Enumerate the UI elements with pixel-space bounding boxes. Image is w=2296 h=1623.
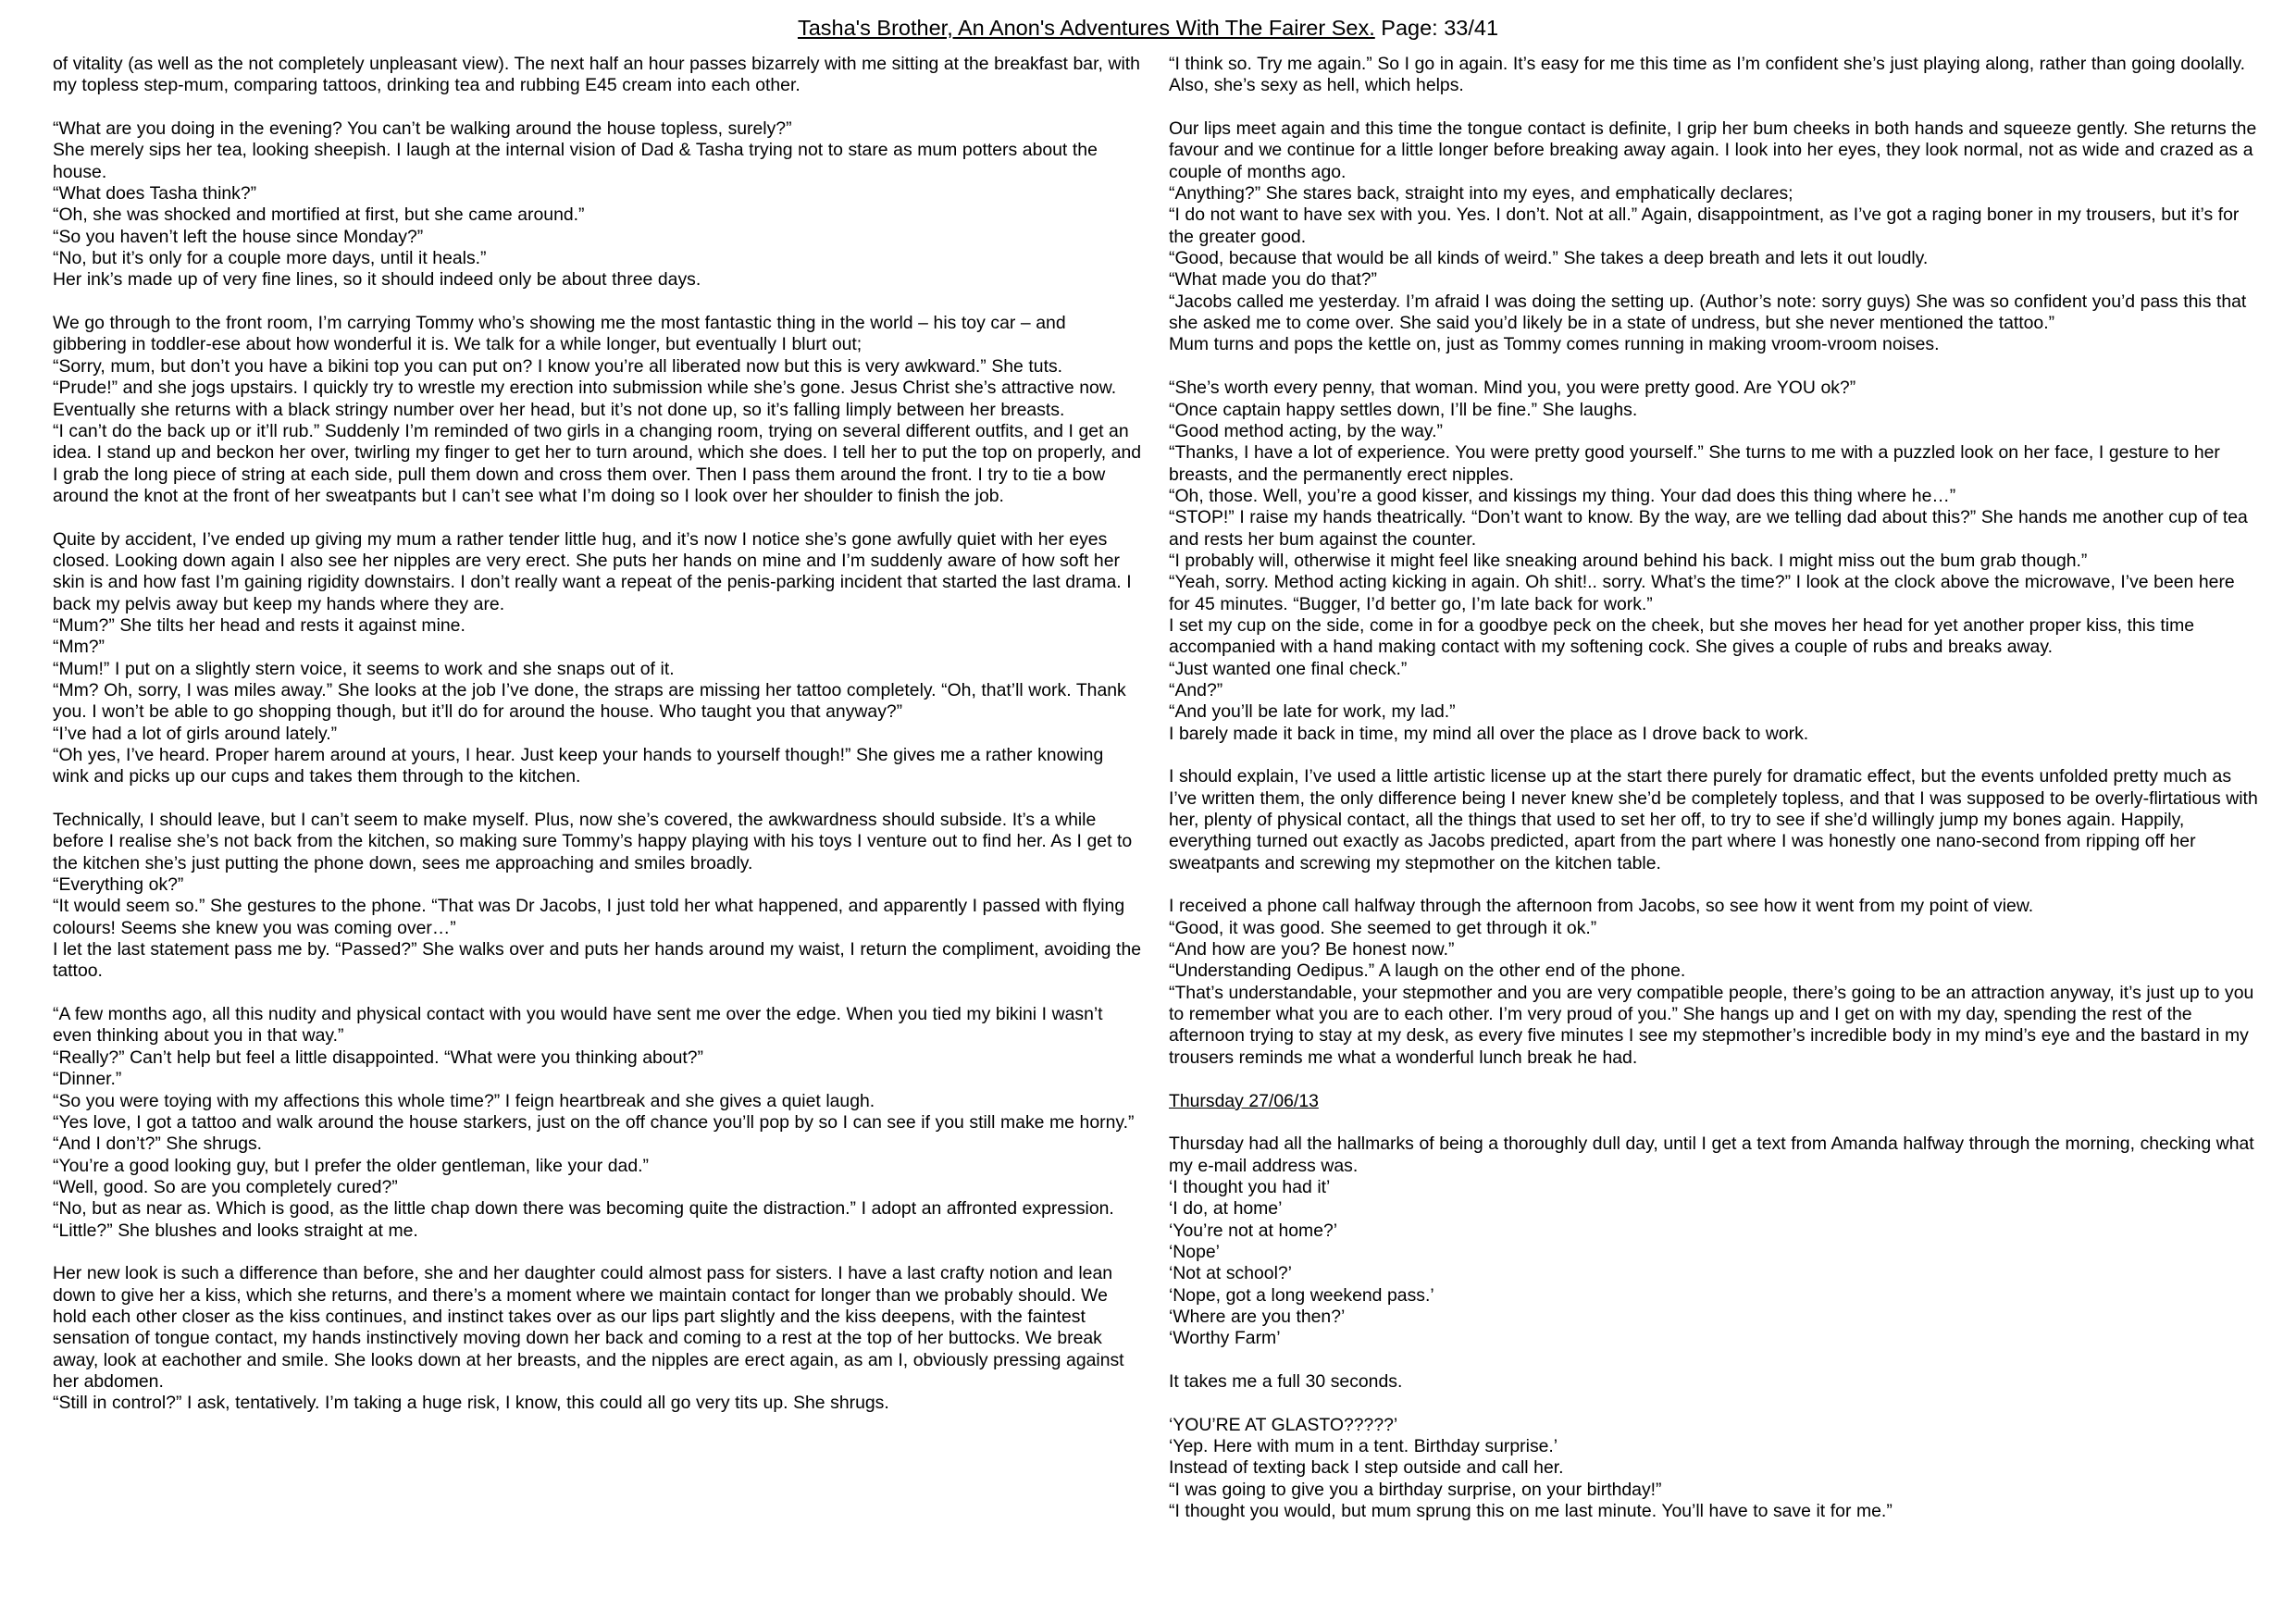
paragraph: “Good method acting, by the way.” [1169, 420, 1443, 441]
paragraph: “You’re a good looking guy, but I prefer the older gentleman, like your dad.” [53, 1155, 649, 1176]
section-heading: Thursday 27/06/13 [1169, 1090, 1319, 1111]
paragraph: “Really?” Can’t help but feel a little disappointed. “What were you thinking about?” [53, 1047, 704, 1068]
paragraph: “No, but as near as. Which is good, as the little chap down there was becoming quite the distraction.” I adopt an affronted expression. [53, 1198, 1114, 1220]
paragraph: “And?” [1169, 679, 1223, 700]
paragraph: “She’s worth every penny, that woman. Mind you, you were pretty good. Are YOU ok?” [1169, 378, 1856, 399]
blank-line-spacer [1169, 745, 2259, 766]
paragraph: I should explain, I’ve used a little artistic license up at the start there purely for dramatic effect, but the events unfolded pretty much as I’ve written them, the only difference being I never knew she’d be completely topless, and that I was supposed to be overly-flirtatious with her, plenty of physical contact, all the things that used to set her off, to try to see if she’d willingly jump my bones again. Happily, everything turned out exactly as Jacobs predicted, apart from the part where I was honestly one nano-second from ripping off her sweatpants and screwing my stepmother on the kitchen table. [1169, 766, 2258, 873]
paragraph: “What made you do that?” [1169, 269, 1377, 291]
blank-line-spacer [53, 291, 1143, 313]
blank-line-spacer [53, 97, 1143, 118]
paragraph: “Mum!” I put on a slightly stern voice, it seems to work and she snaps out of it. [53, 658, 675, 679]
blank-line-spacer [1169, 1112, 2259, 1134]
paragraph: “Still in control?” I ask, tentatively. I’m taking a huge risk, I know, this could all go very tits up. She shrugs. [53, 1393, 889, 1414]
blank-line-spacer [1169, 874, 2259, 896]
paragraph: “And how are you? Be honest now.” [1169, 939, 1455, 960]
paragraph: “Yeah, sorry. Method acting kicking in again. Oh shit!.. sorry. What’s the time?” I look at the clock above the microwave, I’ve been here for 45 minutes. “Bugger, I’d better go, I’m late back for work.” [1169, 572, 2235, 614]
paragraph: “No, but it’s only for a couple more days, until it heals.” [53, 248, 487, 269]
paragraph: Instead of texting back I step outside and call her. [1169, 1457, 1564, 1479]
paragraph: “Good, because that would be all kinds of weird.” She takes a deep breath and lets it out loudly. [1169, 248, 1929, 269]
paragraph: “Good, it was good. She seemed to get through it ok.” [1169, 917, 1597, 938]
paragraph: ‘Not at school?’ [1169, 1263, 1292, 1284]
paragraph: “Little?” She blushes and looks straight at me. [53, 1220, 418, 1241]
paragraph: “Oh, those. Well, you’re a good kisser, and kissings my thing. Your dad does this thing where he…” [1169, 485, 1956, 506]
paragraph: “What does Tasha think?” [53, 183, 257, 204]
paragraph: “Mm? Oh, sorry, I was miles away.” She looks at the job I’ve done, the straps are missing her tattoo completely. “Oh, that’ll work. Thank you. I won’t be able to go shopping though, but it’ll do for around the house. Who taught you that anyway?” [53, 679, 1126, 723]
paragraph: “Dinner.” [53, 1069, 122, 1090]
paragraph: “I think so. Try me again.” So I go in again. It’s easy for me this time as I’m confident she’s just playing along, rather than going doolally. Also, she’s sexy as hell, which helps. [1169, 54, 2245, 96]
paragraph: “And I don’t?” She shrugs. [53, 1134, 263, 1155]
paragraph: We go through to the front room, I’m carrying Tommy who’s showing me the most fantastic thing in the world – his toy car – and gibbering in toddler-ese about how wonderful it is. We talk for a while longer, but eventually I blurt out; [53, 313, 1066, 355]
text-columns [0, 41, 2296, 1522]
paragraph: Quite by accident, I’ve ended up giving my mum a rather tender little hug, and it’s now I notice she’s gone awfully quiet with her eyes closed. Looking down again I also see her nipples are very erect. She puts her hands on mine and I’m suddenly aware of how soft her skin is and how fast I’m gaining rigidity downstairs. I don’t really want a repeat of the penis-parking incident that started the last drama. I back my pelvis away but keep my hands where they are. [53, 528, 1132, 614]
blank-line-spacer [53, 788, 1143, 810]
blank-line-spacer [53, 507, 1143, 528]
page-number-label: Page: 33/41 [1374, 16, 1499, 40]
paragraph: “Thanks, I have a lot of experience. You were pretty good yourself.” She turns to me with a puzzled look on her face, I gesture to her breasts, and the permanently erect nipples. [1169, 442, 2220, 485]
paragraph: ‘Yep. Here with mum in a tent. Birthday surprise.’ [1169, 1436, 1558, 1456]
paragraph: It takes me a full 30 seconds. [1169, 1370, 1403, 1392]
paragraph: “I thought you would, but mum sprung this on me last minute. You’ll have to save it for me.” [1169, 1501, 1893, 1522]
blank-line-spacer [1169, 97, 2259, 118]
page-header [0, 0, 2296, 41]
paragraph: Thursday had all the hallmarks of being a thoroughly dull day, until I get a text from Amanda halfway through the morning, checking what my e-mail address was. [1169, 1134, 2254, 1176]
paragraph: “Yes love, I got a tattoo and walk around the house starkers, just on the off chance you’ll pop by so I can see if you still make me horny.” [53, 1111, 1135, 1133]
paragraph: I barely made it back in time, my mind all over the place as I drove back to work. [1169, 723, 1809, 744]
paragraph: She merely sips her tea, looking sheepish. I laugh at the internal vision of Dad & Tasha trying not to stare as mum potters about the house. [53, 140, 1098, 182]
paragraph: ‘You’re not at home?’ [1169, 1220, 1338, 1241]
paragraph: I let the last statement pass me by. “Passed?” She walks over and puts her hands around my waist, I return the compliment, avoiding the tattoo. [53, 939, 1142, 982]
paragraph: “Oh yes, I’ve heard. Proper harem around at yours, I hear. Just keep your hands to yourself though!” She gives me a rather knowing wink and picks up our cups and takes them through to the kitchen. [53, 745, 1104, 787]
paragraph: “Well, good. So are you completely cured?” [53, 1176, 398, 1197]
paragraph: “That’s understandable, your stepmother and you are very compatible people, there’s going to be an attraction anyway, it’s just up to you to remember what you are to each other. I’m very proud of you.” She hangs up and I get on with my day, spending the rest of the afternoon trying to stay at my desk, as every five minutes I see my stepmother’s incredible body in my mind’s eye and the bastard in my trousers reminds me what a wonderful lunch break he had. [1169, 982, 2254, 1068]
paragraph: Mum turns and pops the kettle on, just as Tommy comes running in making vroom-vroom noises. [1169, 334, 1940, 355]
paragraph: ‘I thought you had it’ [1169, 1176, 1331, 1197]
paragraph: “I probably will, otherwise it might feel like sneaking around behind his back. I might miss out the bum grab though.” [1169, 550, 2088, 571]
blank-line-spacer [1169, 1350, 2259, 1371]
paragraph: “Prude!” and she jogs upstairs. I quickly try to wrestle my erection into submission while she’s gone. Jesus Christ she’s attractive now. Eventually she returns with a black stringy number over her head, but it’s not done up, so it’s falling limply between her breasts. [53, 378, 1117, 420]
paragraph: ‘I do, at home’ [1169, 1198, 1283, 1220]
paragraph: “And you’ll be late for work, my lad.” [1169, 701, 1456, 723]
paragraph: ‘Where are you then?’ [1169, 1306, 1346, 1327]
paragraph: “Anything?” She stares back, straight into my eyes, and emphatically declares; [1169, 183, 1793, 204]
paragraph: Her ink’s made up of very fine lines, so it should indeed only be about three days. [53, 269, 701, 291]
paragraph: “Just wanted one final check.” [1169, 658, 1408, 679]
paragraph: “I’ve had a lot of girls around lately.” [53, 723, 338, 744]
paragraph: ‘Worthy Farm’ [1169, 1328, 1281, 1349]
paragraph: “Jacobs called me yesterday. I’m afraid I was doing the setting up. (Author’s note: sorry guys) She was so confident you’d pass this that she asked me to come over. She said you’d likely be in a state of undress, but she never mentioned the tattoo.” [1169, 291, 2247, 334]
paragraph: “So you haven’t left the house since Monday?” [53, 226, 424, 247]
paragraph: “Sorry, mum, but don’t you have a bikini top you can put on? I know you’re all liberated now but this is very awkward.” She tuts. [53, 355, 1063, 377]
paragraph: of vitality (as well as the not completely unpleasant view). The next half an hour passes bizarrely with me sitting at the breakfast bar, with my topless step-mum, comparing tattoos, drinking tea and rubbing E45 cream into each other. [53, 54, 1140, 96]
blank-line-spacer [1169, 356, 2259, 378]
paragraph: “Oh, she was shocked and mortified at first, but she came around.” [53, 204, 585, 226]
paragraph: ‘Nope, got a long weekend pass.’ [1169, 1284, 1434, 1306]
left-column [53, 54, 1143, 1522]
blank-line-spacer [53, 983, 1143, 1004]
paragraph: I received a phone call halfway through the afternoon from Jacobs, so see how it went from my point of view. [1169, 896, 2034, 917]
paragraph: “What are you doing in the evening? You can’t be walking around the house topless, surely?” [53, 118, 792, 140]
paragraph: “Everything ok?” [53, 874, 184, 896]
paragraph: “I was going to give you a birthday surprise, on your birthday!” [1169, 1479, 1662, 1500]
document-title: Tasha's Brother, An Anon's Adventures With The Fairer Sex. [797, 16, 1375, 40]
paragraph: Her new look is such a difference than before, she and her daughter could almost pass for sisters. I have a last crafty notion and lean down to give her a kiss, which she returns, and there’s a moment where we maintain contact for longer than we probably should. We hold each other closer as the kiss continues, and instinct takes over as our lips part slightly and the kiss deepens, with the faintest sensation of tongue contact, my hands instinctively moving down her back and coming to a rest at the top of her buttocks. We break away, look at eachother and smile. She looks down at her breasts, and the nipples are erect again, as am I, obviously pressing against her abdomen. [53, 1263, 1124, 1392]
paragraph: “A few months ago, all this nudity and physical contact with you would have sent me over the edge. When you tied my bikini I wasn’t even thinking about you in that way.” [53, 1004, 1103, 1047]
paragraph: “STOP!” I raise my hands theatrically. “Don’t want to know. By the way, are we telling dad about this?” She hands me another cup of tea and rests her bum against the counter. [1169, 507, 2248, 550]
paragraph: “Once captain happy settles down, I’ll be fine.” She laughs. [1169, 399, 1638, 420]
paragraph: Our lips meet again and this time the tongue contact is definite, I grip her bum cheeks in both hands and squeeze gently. She returns the favour and we continue for a little longer before breaking away again. I look into her eyes, they look normal, not as wide and crazed as a couple of months ago. [1169, 118, 2257, 182]
paragraph: “Understanding Oedipus.” A laugh on the other end of the phone. [1169, 960, 1686, 982]
blank-line-spacer [53, 1242, 1143, 1263]
blank-line-spacer [1169, 1393, 2259, 1414]
paragraph: ‘YOU’RE AT GLASTO?????’ [1169, 1414, 1398, 1435]
paragraph: Technically, I should leave, but I can’t seem to make myself. Plus, now she’s covered, the awkwardness should subside. It’s a while before I realise she’s not back from the kitchen, so making sure Tommy’s happy playing with his toys I venture out to find her. As I get to the kitchen she’s just putting the phone down, sees me approaching and smiles broadly. [53, 810, 1133, 873]
paragraph: “So you were toying with my affections this whole time?” I feign heartbreak and she gives a quiet laugh. [53, 1090, 875, 1111]
blank-line-spacer [1169, 1069, 2259, 1090]
paragraph: I set my cup on the side, come in for a goodbye peck on the cheek, but she moves her head for yet another proper kiss, this time accompanied with a hand making contact with my softening cock. She gives a couple of rubs and breaks away. [1169, 614, 2195, 658]
paragraph: “I can’t do the back up or it’ll rub.” Suddenly I’m reminded of two girls in a changing room, trying on several different outfits, and I get an idea. I stand up and beckon her over, twirling my finger to get her to turn around, which she does. I tell her to put the top on properly, and I grab the long piece of string at each side, pull them down and cross them over. Then I pass them around the front. I try to tie a bow around the knot at the front of her sweatpants but I can’t see what I’m doing so I look over her shoulder to finish the job. [53, 420, 1142, 506]
paragraph: ‘Nope’ [1169, 1241, 1220, 1262]
paragraph: “Mum?” She tilts her head and rests it against mine. [53, 614, 465, 636]
paragraph: “It would seem so.” She gestures to the phone. “That was Dr Jacobs, I just told her what happened, and apparently I passed with flying colours! Seems she knew you was coming over…” [53, 896, 1125, 938]
paragraph: “I do not want to have sex with you. Yes. I don’t. Not at all.” Again, disappointment, as I’ve got a raging boner in my trousers, but it’s for the greater good. [1169, 204, 2240, 247]
paragraph: “Mm?” [53, 637, 105, 658]
right-column [1169, 54, 2259, 1522]
